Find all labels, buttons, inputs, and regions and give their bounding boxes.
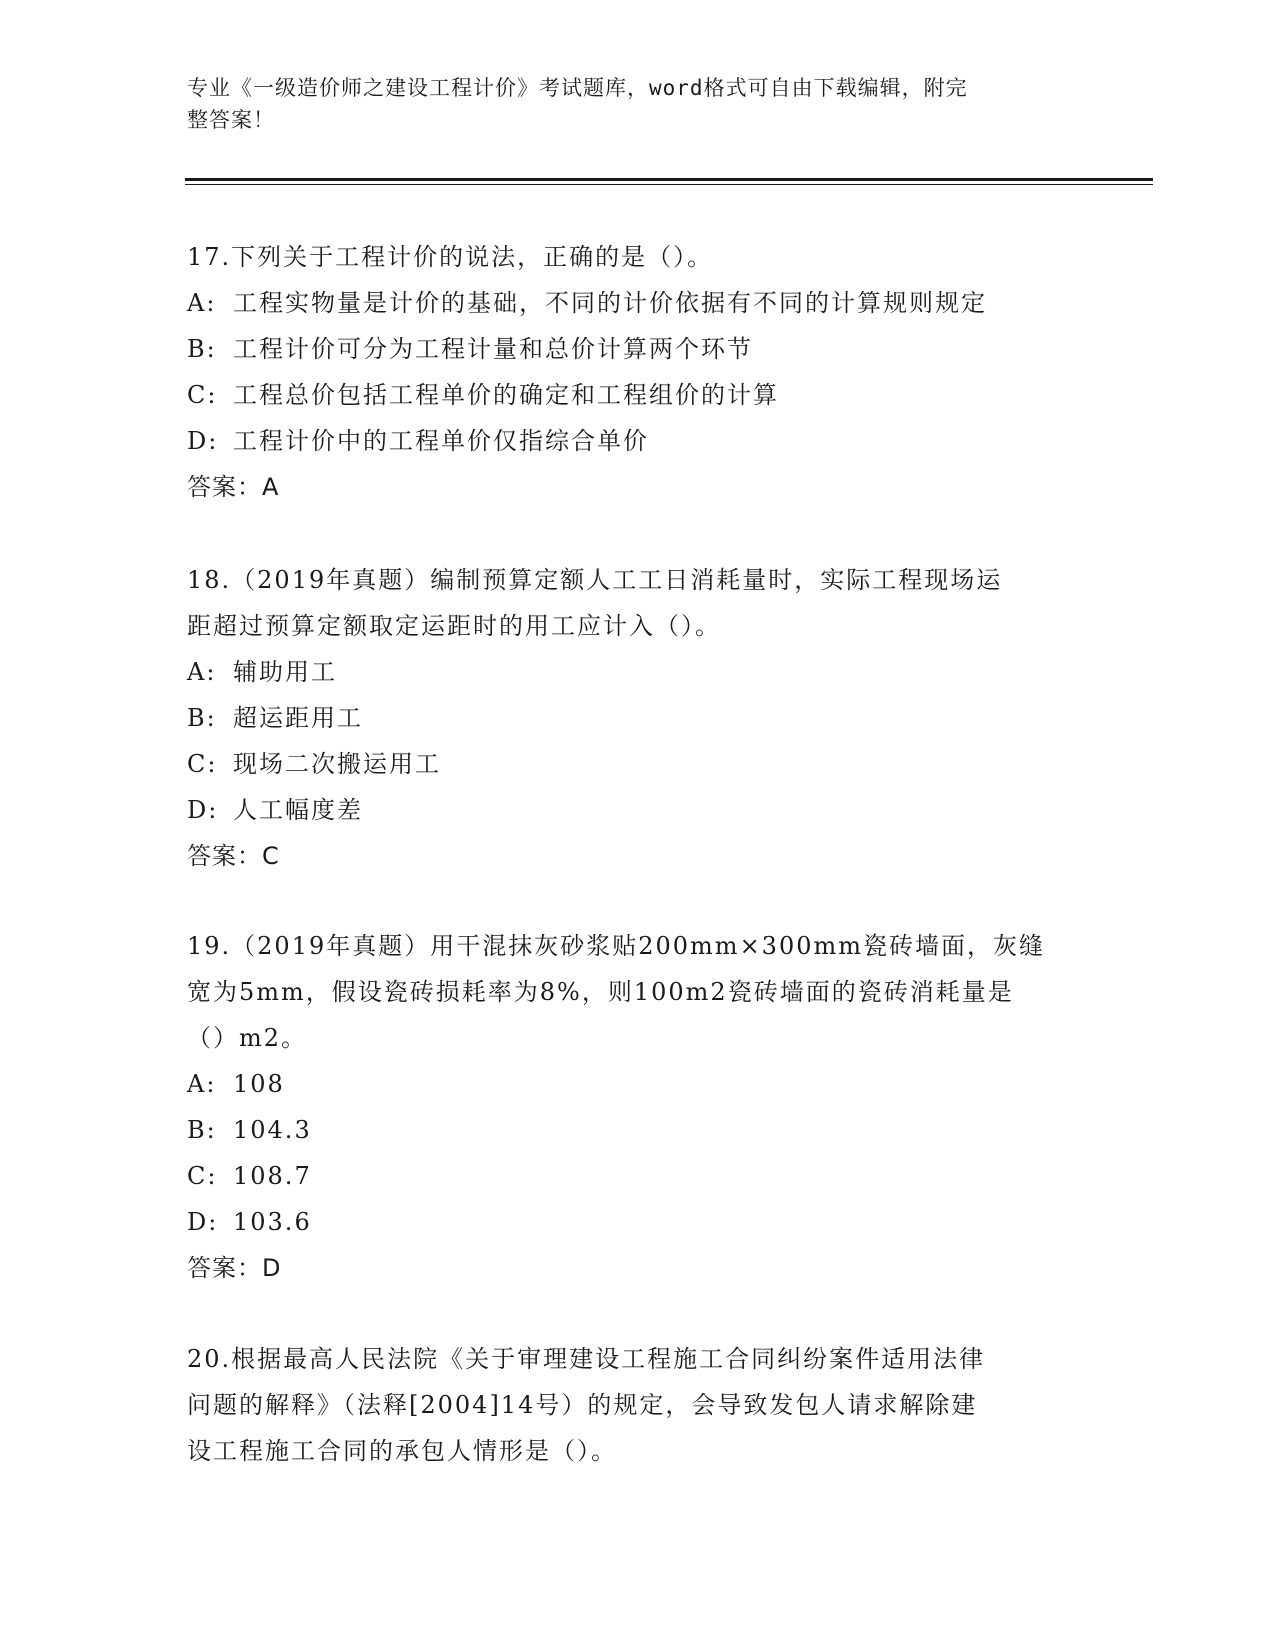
option-letter: B: bbox=[187, 704, 217, 732]
option-text: 工程计价中的工程单价仅指综合单价 bbox=[233, 427, 649, 455]
option-text: 工程实物量是计价的基础，不同的计价依据有不同的计算规则规定 bbox=[233, 289, 987, 317]
option-d bbox=[187, 787, 1087, 833]
option-letter: B: bbox=[187, 335, 217, 363]
option-b bbox=[187, 326, 1087, 372]
option-text: 人工幅度差 bbox=[233, 796, 363, 824]
option-b bbox=[187, 1107, 1087, 1153]
question-stem: 20.根据最高人民法院《关于审理建设工程施工合同纠纷案件适用法律 问题的解释》（法释[2004]14号）的规定，会导致发包人请求解除建 设工程施工合同的承包人情形是（）。 bbox=[187, 1345, 986, 1465]
option-c bbox=[187, 372, 1087, 418]
option-a bbox=[187, 649, 1087, 695]
option-text: 工程计价可分为工程计量和总价计算两个环节 bbox=[233, 335, 753, 363]
question-stem: 17.下列关于工程计价的说法，正确的是（）。 bbox=[187, 243, 714, 271]
option-letter: A: bbox=[187, 1070, 217, 1098]
answer-label: 答案：A bbox=[187, 473, 280, 501]
intro-line-1: 专业《一级造价师之建设工程计价》考试题库，word格式可自由下载编辑，附完 bbox=[187, 76, 968, 100]
option-letter: B: bbox=[187, 1116, 217, 1144]
answer-label: 答案：C bbox=[187, 842, 280, 870]
intro-line-2: 整答案！ bbox=[187, 108, 275, 132]
header-divider-thick bbox=[185, 178, 1153, 181]
option-text: 工程总价包括工程单价的确定和工程组价的计算 bbox=[233, 381, 779, 409]
option-d bbox=[187, 418, 1087, 464]
option-letter: C: bbox=[187, 750, 218, 778]
option-text: 108 bbox=[233, 1070, 285, 1098]
option-letter: D: bbox=[187, 1208, 219, 1236]
answer-label: 答案：D bbox=[187, 1254, 282, 1282]
option-letter: D: bbox=[187, 796, 219, 824]
option-letter: A: bbox=[187, 289, 217, 317]
option-d bbox=[187, 1199, 1087, 1245]
question-17 bbox=[187, 234, 1087, 510]
option-letter: A: bbox=[187, 658, 217, 686]
option-text: 超运距用工 bbox=[233, 704, 363, 732]
option-text: 108.7 bbox=[233, 1162, 312, 1190]
option-text: 现场二次搬运用工 bbox=[233, 750, 441, 778]
option-c bbox=[187, 741, 1087, 787]
option-letter: C: bbox=[187, 1162, 218, 1190]
option-text: 104.3 bbox=[233, 1116, 312, 1144]
option-c bbox=[187, 1153, 1087, 1199]
option-b bbox=[187, 695, 1087, 741]
option-a bbox=[187, 1061, 1087, 1107]
question-20 bbox=[187, 1336, 1087, 1474]
option-text: 103.6 bbox=[233, 1208, 312, 1236]
question-19 bbox=[187, 923, 1087, 1291]
option-a bbox=[187, 280, 1087, 326]
option-text: 辅助用工 bbox=[233, 658, 337, 686]
option-letter: D: bbox=[187, 427, 219, 455]
question-18 bbox=[187, 557, 1087, 879]
document-intro bbox=[187, 72, 1067, 136]
header-divider-thin bbox=[185, 184, 1153, 185]
question-stem: 18.（2019年真题）编制预算定额人工工日消耗量时，实际工程现场运 距超过预算定额取定运距时的用工应计入（）。 bbox=[187, 566, 1003, 640]
question-stem: 19.（2019年真题）用干混抹灰砂浆贴200mm×300mm瓷砖墙面，灰缝 宽为5mm，假设瓷砖损耗率为8%，则100m2瓷砖墙面的瓷砖消耗量是 （）m2。 bbox=[187, 932, 1046, 1052]
option-letter: C: bbox=[187, 381, 218, 409]
